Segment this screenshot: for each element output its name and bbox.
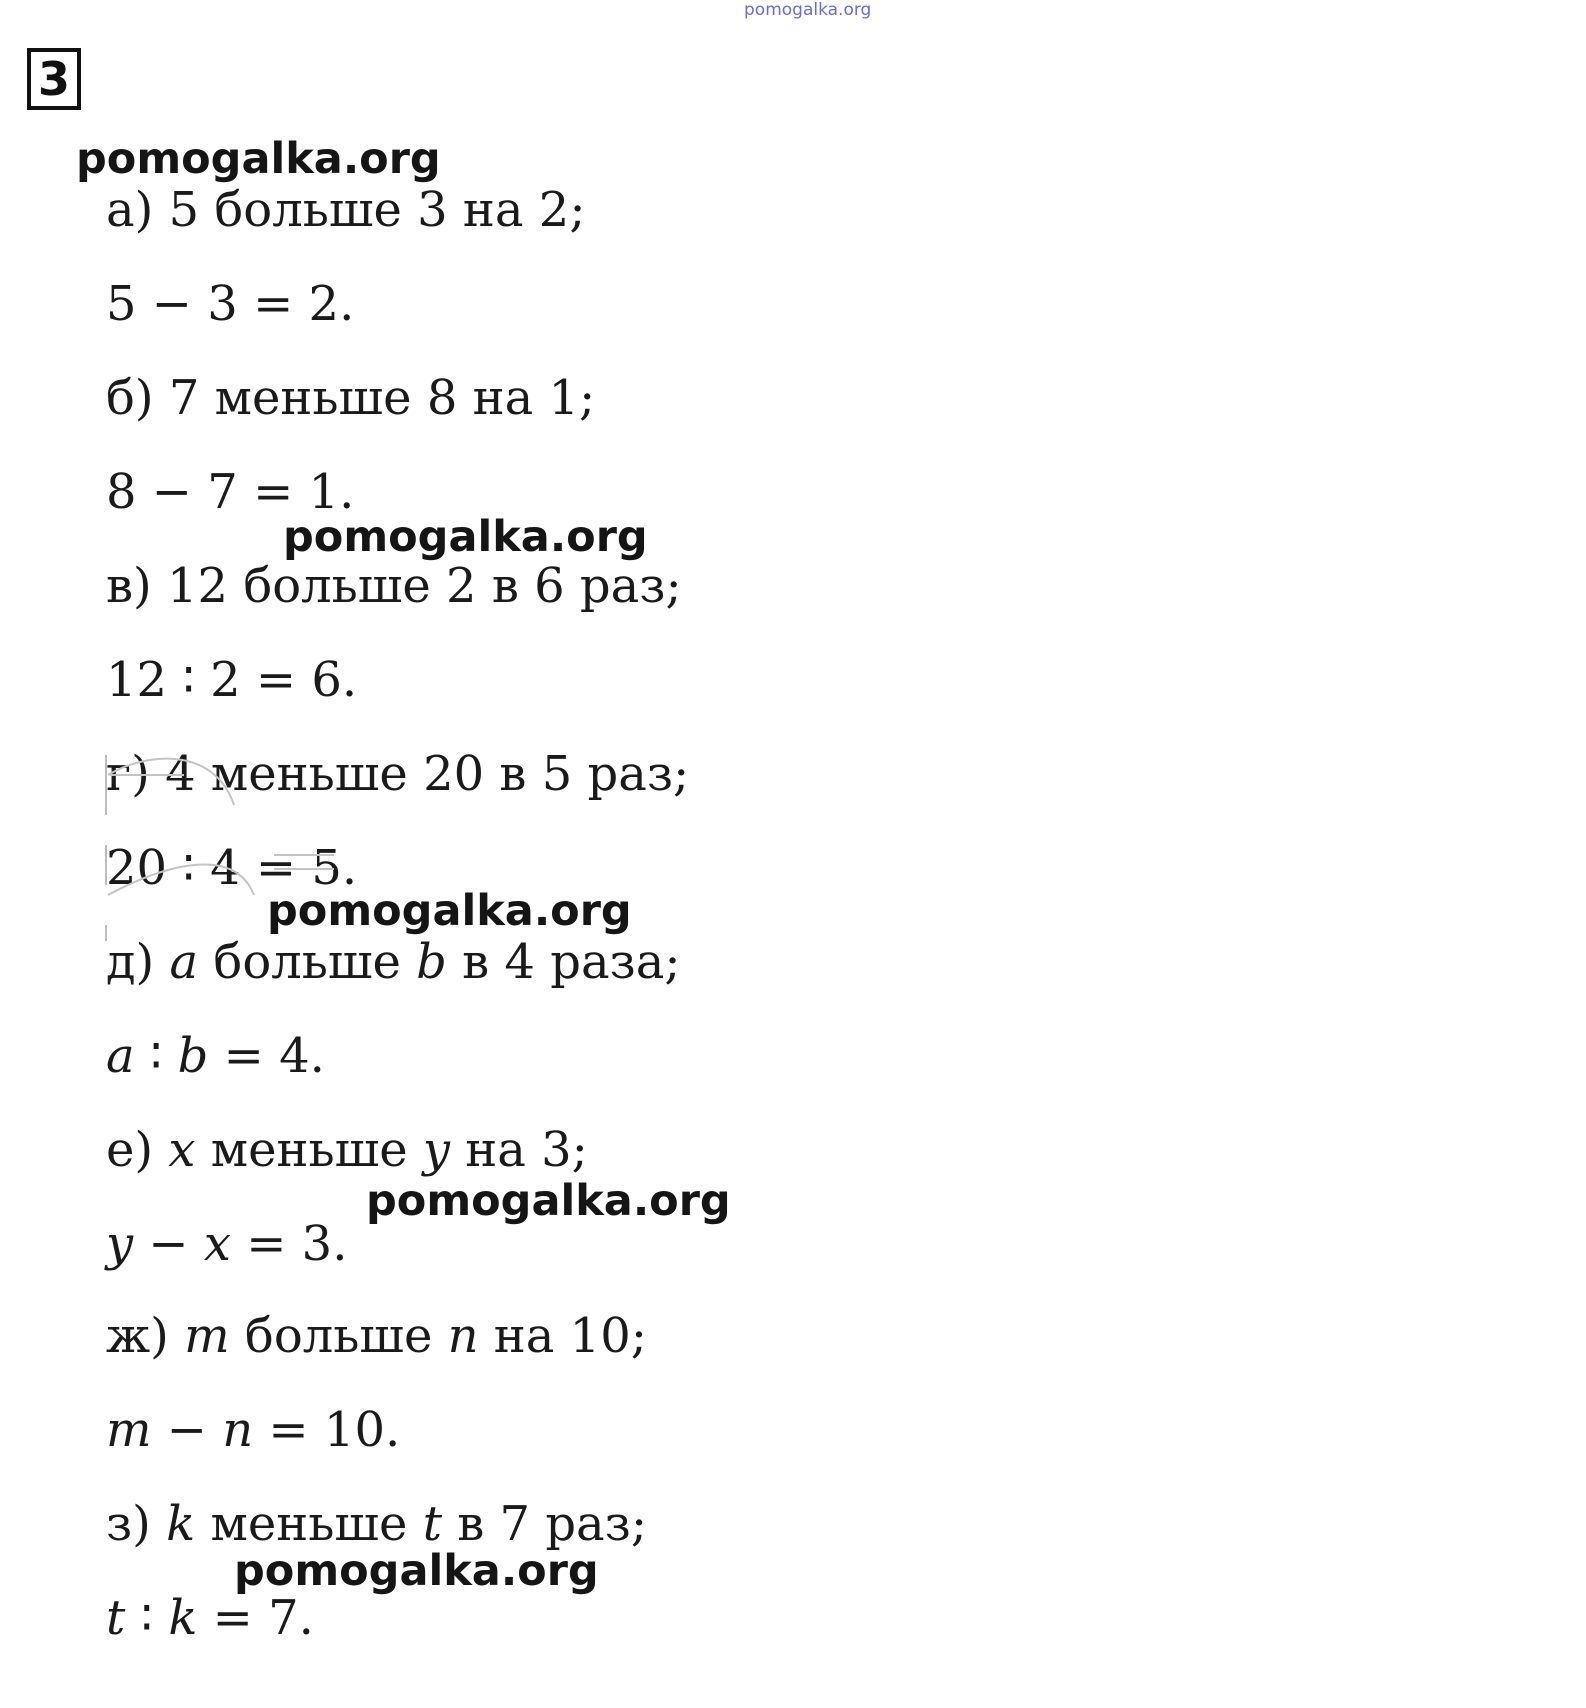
watermark-5: pomogalka.org: [234, 1546, 599, 1596]
item-d-eq-rest: = 4.: [208, 1028, 325, 1084]
item-z-prefix: з): [106, 1496, 167, 1552]
item-zh-eq-rest: = 10.: [253, 1402, 401, 1458]
item-e-var1: x: [168, 1122, 196, 1178]
item-d-eq-var1: a: [106, 1028, 135, 1084]
item-g-text: г) 4 меньше 20 в 5 раз;: [106, 746, 690, 802]
item-d-equation: [106, 1028, 325, 1084]
item-zh-mid: больше: [229, 1308, 448, 1364]
item-zh-eq-var1: m: [106, 1402, 152, 1458]
item-zh-suffix: на 10;: [478, 1308, 647, 1364]
item-z-text: [106, 1496, 648, 1552]
item-z-eq-rest: = 7.: [197, 1590, 314, 1646]
item-e-var2: y: [422, 1122, 451, 1178]
item-a-equation: 5 − 3 = 2.: [106, 276, 355, 332]
item-z-equation: [106, 1590, 314, 1646]
item-z-eq-var1: t: [106, 1590, 126, 1646]
item-zh-text: [106, 1308, 647, 1364]
task-number: 3: [37, 52, 70, 106]
item-d-mid: больше: [198, 934, 417, 990]
item-e-suffix: на 3;: [450, 1122, 588, 1178]
item-z-eq-var2: k: [168, 1590, 198, 1646]
item-e-eq-op: −: [133, 1216, 204, 1272]
item-e-eq-var1: y: [106, 1216, 134, 1272]
header-watermark: pomogalka.org: [744, 0, 872, 20]
item-d-prefix: д): [106, 934, 170, 990]
watermark-4: pomogalka.org: [366, 1176, 731, 1226]
item-zh-eq-op: −: [151, 1402, 223, 1458]
item-e-prefix: е): [106, 1122, 169, 1178]
item-zh-eq-var2: n: [222, 1402, 254, 1458]
item-z-var2: t: [422, 1496, 442, 1552]
watermark-1: pomogalka.org: [76, 134, 441, 184]
item-d-var2: b: [416, 934, 447, 990]
item-zh-var2: n: [447, 1308, 479, 1364]
watermark-3: pomogalka.org: [267, 886, 632, 936]
item-d-eq-var2: b: [177, 1028, 209, 1084]
item-z-var1: k: [166, 1496, 196, 1552]
item-b-text: б) 7 меньше 8 на 1;: [106, 370, 596, 426]
item-zh-equation: [106, 1402, 401, 1458]
item-d-suffix: в 4 раза;: [446, 934, 681, 990]
item-e-eq-var2: x: [203, 1216, 231, 1272]
item-e-equation: [106, 1216, 348, 1272]
item-e-mid: меньше: [195, 1122, 423, 1178]
item-d-var1: a: [169, 934, 199, 990]
item-v-equation: 12 ∶ 2 = 6.: [106, 652, 358, 708]
item-v-text: в) 12 больше 2 в 6 раз;: [106, 558, 682, 614]
watermark-2: pomogalka.org: [283, 512, 648, 562]
item-zh-prefix: ж): [106, 1308, 185, 1364]
item-z-eq-op: ∶: [125, 1590, 169, 1646]
task-number-box: [27, 48, 81, 110]
item-d-text: [106, 934, 681, 990]
item-z-suffix: в 7 раз;: [441, 1496, 648, 1552]
item-e-text: [106, 1122, 588, 1178]
item-zh-var1: m: [184, 1308, 230, 1364]
item-b-equation: 8 − 7 = 1.: [106, 464, 355, 520]
item-z-mid: меньше: [195, 1496, 423, 1552]
item-e-eq-rest: = 3.: [230, 1216, 348, 1272]
item-d-eq-op: ∶: [134, 1028, 178, 1084]
item-g-equation: 20 ∶ 4 = 5.: [106, 840, 358, 896]
item-a-text: а) 5 больше 3 на 2;: [106, 182, 586, 238]
